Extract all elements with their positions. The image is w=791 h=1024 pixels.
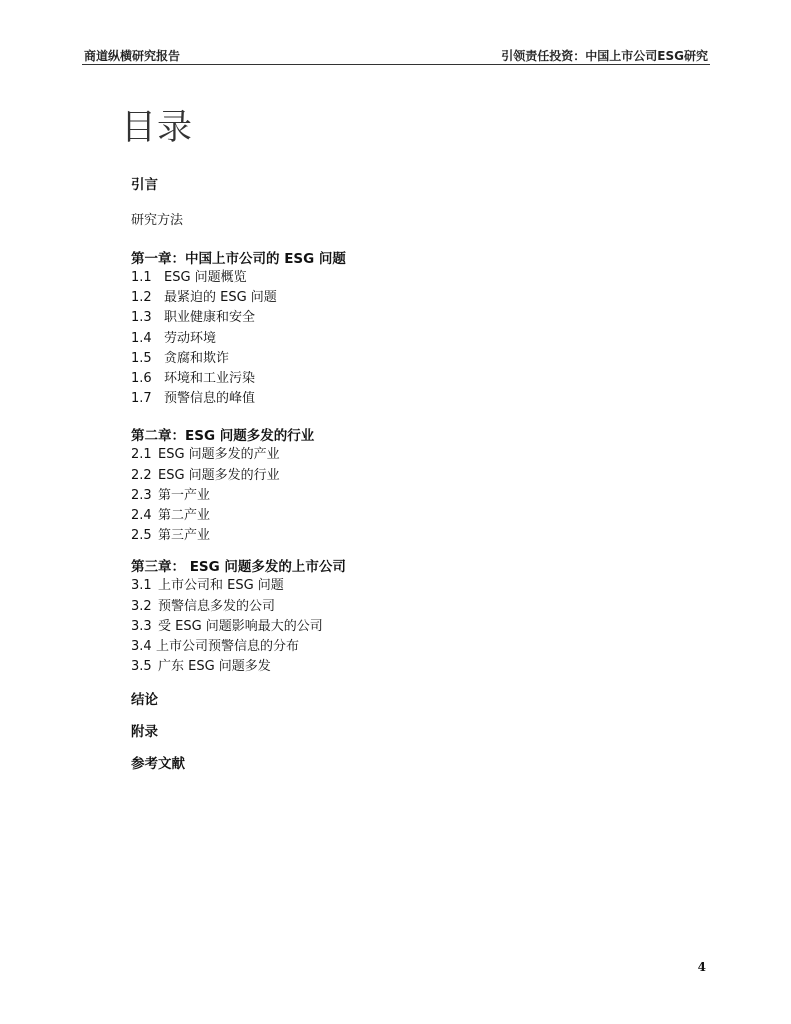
header-report-series: 商道纵横研究报告 — [84, 49, 181, 63]
toc-item-1-1[interactable] — [131, 268, 691, 288]
toc-entry-intro[interactable]: 引言 — [131, 177, 158, 193]
toc-item-number: 2.1 — [131, 447, 152, 463]
toc-item-3-3[interactable] — [131, 617, 691, 637]
toc-item-2-3[interactable] — [131, 486, 691, 506]
page-number: 4 — [697, 960, 706, 974]
toc-item-label: 预警信息多发的公司 — [158, 598, 276, 614]
toc-item-2-2[interactable] — [131, 466, 691, 486]
toc-entry-references[interactable]: 参考文献 — [131, 756, 185, 773]
toc-item-label: 职业健康和安全 — [164, 310, 256, 326]
toc-chapter-1[interactable]: 第一章：中国上市公司的 ESG 问题 — [131, 251, 346, 267]
toc-item-number: 1.7 — [131, 391, 152, 407]
toc-item-label: 受 ESG 问题影响最大的公司 — [158, 618, 323, 634]
toc-item-label: 第三产业 — [158, 528, 211, 544]
toc-item-1-2[interactable] — [131, 288, 691, 308]
toc-item-number: 1.5 — [131, 350, 152, 366]
header-report-title: 引领责任投资：中国上市公司ESG研究 — [501, 49, 708, 63]
toc-item-label: 最紧迫的 ESG 问题 — [164, 290, 277, 306]
toc-item-label: ESG 问题概览 — [164, 270, 247, 285]
toc-item-number: 2.2 — [131, 467, 152, 483]
toc-item-label: 第一产业 — [158, 487, 211, 503]
toc-item-number: 3.4 — [131, 639, 152, 655]
toc-item-number: 3.1 — [131, 578, 152, 594]
toc-item-1-3[interactable] — [131, 308, 691, 328]
toc-item-number: 3.5 — [131, 659, 152, 675]
toc-item-3-5[interactable] — [131, 657, 691, 677]
toc-item-2-4[interactable] — [131, 506, 691, 526]
toc-entry-method[interactable]: 研究方法 — [131, 213, 184, 228]
toc-item-number: 2.5 — [131, 528, 152, 544]
toc-item-label: 上市公司预警信息的分布 — [156, 639, 300, 655]
toc-item-label: 广东 ESG 问题多发 — [158, 659, 271, 675]
toc-item-number: 3.2 — [131, 598, 152, 614]
toc-item-3-2[interactable] — [131, 597, 691, 617]
toc-item-number: 1.4 — [131, 330, 152, 346]
toc-item-label: ESG 问题多发的行业 — [158, 467, 280, 483]
toc-item-3-4[interactable] — [131, 637, 691, 657]
toc-item-1-5[interactable] — [131, 349, 691, 369]
toc-item-1-6[interactable] — [131, 369, 691, 389]
toc-item-number: 1.2 — [131, 290, 152, 306]
toc-heading: 目录 — [121, 108, 194, 148]
toc-entry-conclusion[interactable]: 结论 — [131, 692, 158, 709]
toc-item-number: 2.3 — [131, 487, 152, 503]
toc-item-label: 预警信息的峰值 — [164, 391, 256, 407]
toc-item-2-1[interactable] — [131, 445, 691, 465]
toc-item-number: 1.6 — [131, 371, 152, 387]
toc-item-label: 第二产业 — [158, 508, 211, 524]
toc-item-label: 环境和工业污染 — [164, 371, 256, 387]
toc-item-label: ESG 问题多发的产业 — [158, 447, 280, 463]
toc-item-1-7[interactable] — [131, 389, 691, 409]
toc-entry-appendix[interactable]: 附录 — [131, 724, 158, 741]
toc-item-1-4[interactable] — [131, 329, 691, 349]
toc-chapter-2[interactable]: 第二章：ESG 问题多发的行业 — [131, 428, 315, 445]
toc-item-3-1[interactable] — [131, 576, 691, 596]
table-of-contents — [131, 176, 691, 773]
toc-item-number: 1.3 — [131, 310, 152, 326]
toc-item-label: 劳动环境 — [164, 330, 217, 346]
toc-item-2-5[interactable] — [131, 526, 691, 546]
page-header — [82, 44, 710, 65]
toc-item-label: 上市公司和 ESG 问题 — [158, 578, 284, 594]
toc-item-number: 3.3 — [131, 618, 152, 634]
toc-chapter-3[interactable]: 第三章： ESG 问题多发的上市公司 — [131, 559, 346, 576]
toc-item-label: 贪腐和欺诈 — [164, 350, 230, 366]
toc-item-number: 2.4 — [131, 508, 152, 524]
toc-item-number: 1.1 — [131, 270, 152, 285]
